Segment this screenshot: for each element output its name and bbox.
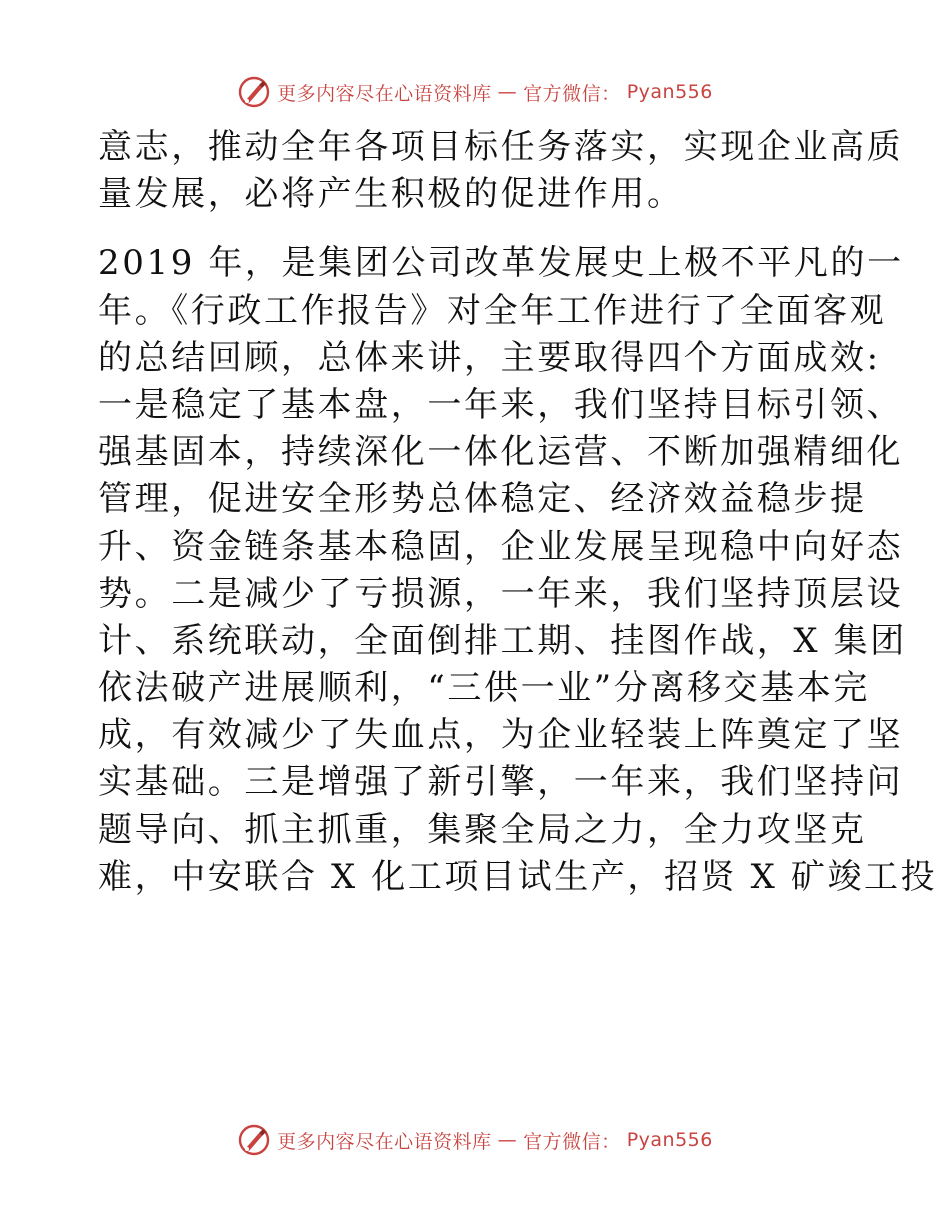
document-body xyxy=(98,124,938,901)
text-line: 升、资金链条基本稳固，企业发展呈现稳中向好态 xyxy=(98,526,904,567)
pen-circle-logo-icon xyxy=(237,1123,271,1157)
watermark-text: 更多内容尽在心语资料库 xyxy=(277,82,492,105)
watermark-header xyxy=(0,72,950,112)
text-line: 量发展，必将产生积极的促进作用。 xyxy=(98,174,684,215)
text-line: 实基础。三是增强了新引擎，一年来，我们坚持问 xyxy=(98,762,904,803)
text-line: 的总结回顾，总体来讲，主要取得四个方面成效: xyxy=(98,337,881,378)
watermark-text: 更多内容尽在心语资料库 xyxy=(277,1130,492,1153)
pen-circle-logo-icon xyxy=(237,75,271,109)
text-line: 依法破产进展顺利，“三供一业”分离移交基本完 xyxy=(98,668,870,709)
watermark-contact-id: Pyan556 xyxy=(626,81,713,103)
text-line: 年。《行政工作报告》对全年工作进行了全面客观 xyxy=(98,290,887,331)
text-line: 意志，推动全年各项目标任务落实，实现企业高质 xyxy=(98,127,904,167)
text-line: 成，有效减少了失血点，为企业轻装上阵奠定了坚 xyxy=(98,715,904,756)
text-line: 难，中安联合 X 化工项目试生产，招贤 X 矿竣工投 xyxy=(98,856,938,897)
watermark-footer xyxy=(0,1120,950,1160)
text-line: 强基固本，持续深化一体化运营、不断加强精细化 xyxy=(98,432,904,473)
watermark-contact-label: 官方微信： xyxy=(523,82,621,105)
text-line: 管理，促进安全形势总体稳定、经济效益稳步提 xyxy=(98,479,867,520)
text-line: 一是稳定了基本盘，一年来，我们坚持目标引领、 xyxy=(98,384,904,425)
text-line: 计、系统联动，全面倒排工期、挂图作战，X 集团 xyxy=(98,620,907,661)
paragraph-spacing xyxy=(98,218,850,240)
text-line: 势。二是减少了亏损源，一年来，我们坚持顶层设 xyxy=(98,573,904,614)
watermark-contact-id: Pyan556 xyxy=(626,1129,713,1151)
watermark-separator: — xyxy=(497,81,518,103)
paragraph-2 xyxy=(98,240,938,901)
watermark-separator: — xyxy=(497,1129,518,1151)
watermark-contact-label: 官方微信： xyxy=(523,1130,621,1153)
text-line: 2019 年，是集团公司改革发展史上极不平凡的一 xyxy=(98,243,904,284)
text-line: 题导向、抓主抓重，集聚全局之力，全力攻坚克 xyxy=(98,809,867,850)
paragraph-1 xyxy=(98,124,904,218)
